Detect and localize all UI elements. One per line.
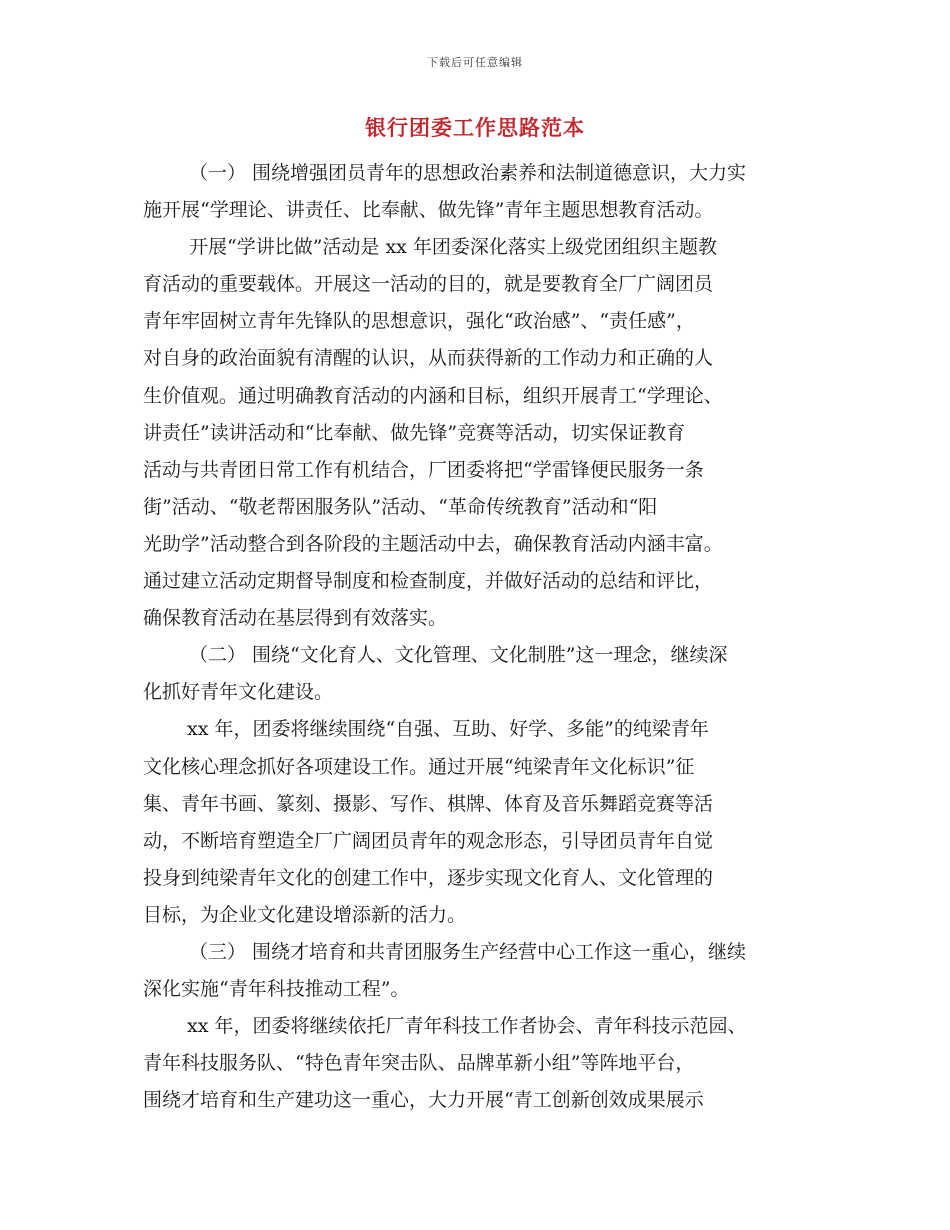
text-line: 集、青年书画、篆刻、摄影、写作、棋牌、体育及音乐舞蹈竞赛等活 — [143, 792, 714, 815]
text-line: 通过建立活动定期督导制度和检查制度，并做好活动的总结和评比， — [143, 570, 714, 593]
text-line: 目标，为企业文化建设增添新的活力。 — [143, 903, 467, 926]
text-line: 生价值观。通过明确教育活动的内涵和目标，组织开展青工“学理论、 — [143, 384, 723, 407]
text-line: 确保教育活动在基层得到有效落实。 — [143, 607, 448, 630]
text-line: 讲责任”读讲活动和“比奉献、做先锋”竞赛等活动，切实保证教育 — [143, 421, 686, 444]
page-title: 银行团委工作思路范本 — [365, 115, 585, 140]
text-line: 青年科技服务队、“特色青年突击队、品牌革新小组”等阵地平台， — [143, 1052, 695, 1075]
text-line: 投身到纯梁青年文化的创建工作中，逐步实现文化育人、文化管理的 — [143, 866, 714, 889]
text-line: xx 年，团委将继续依托厂青年科技工作者协会、青年科技示范园、 — [187, 1015, 747, 1038]
text-line: 活动与共青团日常工作有机结合，厂团委将把“学雷锋便民服务一条 — [143, 458, 704, 481]
text-line: 文化核心理念抓好各项建设工作。通过开展“纯梁青年文化标识”征 — [143, 755, 695, 778]
text-line: 动，不断培育塑造全厂广阔团员青年的观念形态，引导团员青年自觉 — [143, 829, 714, 852]
text-line: （一） 围绕增强团员青年的思想政治素养和法制道德意识，大力实 — [189, 162, 747, 184]
text-line: 围绕才培育和生产建功这一重心，大力开展“青工创新创效成果展示 — [143, 1089, 704, 1112]
text-line: xx 年，团委将继续围绕“自强、互助、好学、多能”的纯梁青年 — [187, 718, 709, 741]
header-note: 下载后可任意编辑 — [427, 56, 523, 69]
text-line: 光助学”活动整合到各阶段的主题活动中去，确保教育活动内涵丰富。 — [143, 532, 723, 555]
text-line: 深化实施“青年科技推动工程”。 — [143, 978, 410, 1001]
text-line: （二） 围绕“文化育人、文化管理、文化制胜”这一理念，继续深 — [189, 644, 728, 667]
text-line: （三） 围绕才培育和共青团服务生产经营中心工作这一重心，继续 — [189, 940, 747, 963]
text-line: 施开展“学理论、讲责任、比奉献、做先锋”青年主题思想教育活动。 — [143, 199, 714, 222]
text-line: 化抓好青年文化建设。 — [143, 681, 334, 704]
document-body — [143, 155, 823, 1119]
text-line: 育活动的重要载体。开展这一活动的目的，就是要教育全厂广阔团员 — [143, 273, 714, 296]
text-line: 开展“学讲比做”活动是 xx 年团委深化落实上级党团组织主题教 — [189, 236, 717, 259]
text-line: 街”活动、“敬老帮困服务队”活动、“革命传统教育”活动和“阳 — [143, 495, 658, 518]
text-line: 青年牢固树立青年先锋队的思想意识，强化“政治感”、“责任感”， — [143, 310, 695, 333]
text-line: 对自身的政治面貌有清醒的认识，从而获得新的工作动力和正确的人 — [143, 347, 714, 370]
